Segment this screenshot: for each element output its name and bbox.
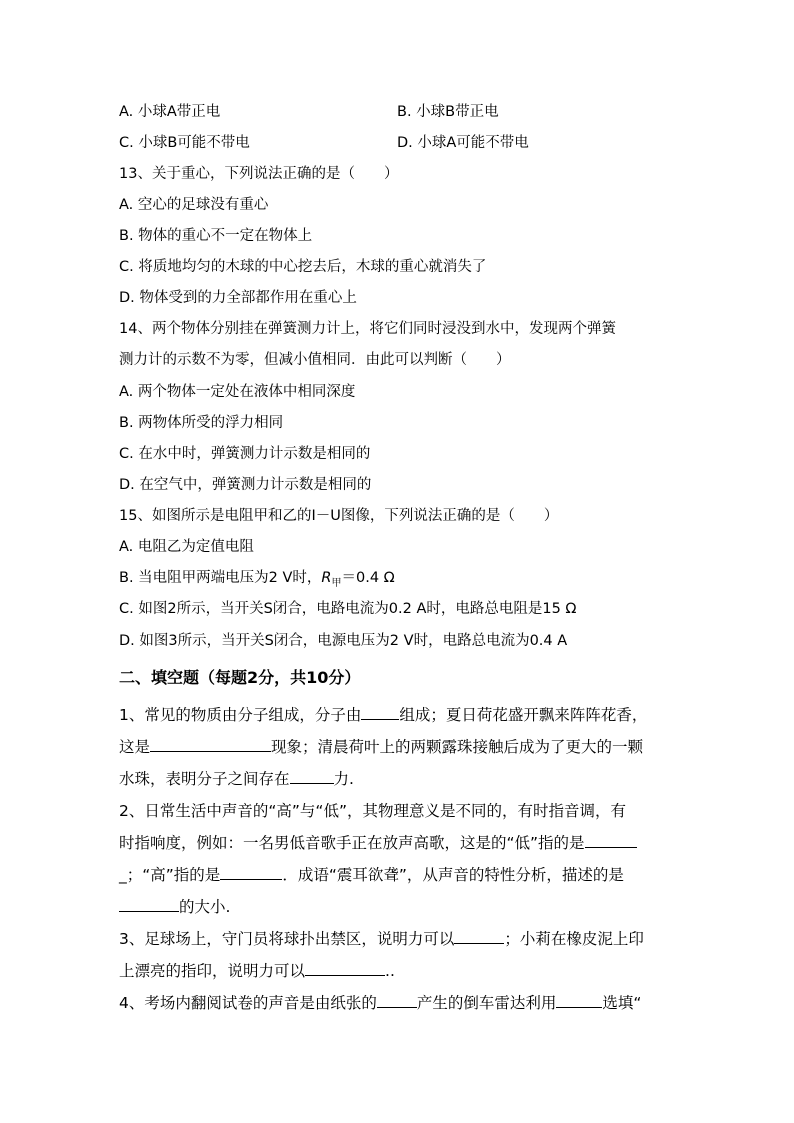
fill2-text: ．成语“震耳欲聋”，从声音的特性分析，描述的是 — [282, 866, 624, 884]
section-heading-fill-in: 二、填空题（每题2分，共10分） — [119, 668, 361, 687]
fill2-text: 的大小. — [179, 898, 231, 916]
fill3-line2 — [119, 961, 395, 981]
answer-blank[interactable] — [377, 993, 417, 1008]
fill1-text: 这是 — [119, 738, 151, 756]
fill2-line1: 2、日常生活中声音的“高”与“低”，其物理意义是不同的，有时指音调，有 — [119, 802, 626, 820]
q14-stem-line2: 测力计的示数不为零，但减小值相同．由此可以判断（ ） — [119, 352, 511, 368]
answer-blank[interactable] — [556, 993, 602, 1008]
fill3-text: ；小莉在橡皮泥上印 — [504, 930, 644, 948]
q13-option-d: D. 物体受到的力全部都作用在重心上 — [119, 290, 357, 306]
fill4-text: 选填“ — [602, 994, 642, 1012]
q14-option-d: D. 在空气中，弹簧测力计示数是相同的 — [119, 477, 372, 493]
answer-blank[interactable] — [150, 737, 271, 752]
q15-option-c: C. 如图2所示，当开关S闭合，电路电流为0.2 A时，电路总电阻是15 Ω — [119, 601, 577, 617]
fill1-line1 — [119, 705, 647, 725]
fill3-text: .. — [385, 962, 395, 980]
fill2-text: 时指响度，例如：一名男低音歌手正在放声高歌，这是的“低”指的是 — [119, 834, 585, 852]
q12-option-b: B. 小球B带正电 — [397, 104, 499, 120]
q13-option-b: B. 物体的重心不一定在物体上 — [119, 228, 313, 244]
fill1-text: 组成；夏日荷花盛开飘来阵阵花香， — [399, 706, 648, 724]
q12-option-a: A. 小球A带正电 — [119, 104, 221, 120]
fill1-text: 1、常见的物质由分子组成，分子由 — [119, 706, 362, 724]
q13-option-c: C. 将质地均匀的木球的中心挖去后，木球的重心就消失了 — [119, 259, 487, 275]
q12-option-c: C. 小球B可能不带电 — [119, 135, 250, 151]
fill3-text: 上漂亮的指印，说明力可以 — [119, 962, 306, 980]
answer-blank[interactable] — [361, 705, 399, 720]
q12-option-d: D. 小球A可能不带电 — [397, 135, 529, 151]
q14-option-c: C. 在水中时，弹簧测力计示数是相同的 — [119, 446, 371, 462]
q13-stem: 13、关于重心，下列说法正确的是（ ） — [119, 166, 399, 182]
answer-blank[interactable] — [290, 769, 334, 784]
q14-stem-line1: 14、两个物体分别挂在弹簧测力计上，将它们同时浸没到水中，发现两个弹簧 — [119, 321, 616, 337]
answer-blank[interactable] — [119, 897, 179, 912]
q15-stem: 15、如图所示是电阻甲和乙的I－U图像，下列说法正确的是（ ） — [119, 508, 559, 524]
answer-blank[interactable] — [585, 833, 637, 848]
fill2-text: _；“高”指的是 — [119, 866, 221, 884]
fill1-line2 — [119, 737, 643, 757]
q15-option-d: D. 如图3所示，当开关S闭合，电源电压为2 V时，电路总电流为0.4 A — [119, 633, 568, 649]
q13-option-a: A. 空心的足球没有重心 — [119, 197, 269, 213]
q15-option-b-suffix: ＝0.4 Ω — [341, 570, 395, 586]
q14-option-b: B. 两物体所受的浮力相同 — [119, 415, 284, 431]
answer-blank[interactable] — [220, 865, 282, 880]
fill1-line3 — [119, 769, 354, 789]
q15-option-a: A. 电阻乙为定值电阻 — [119, 539, 254, 555]
answer-blank[interactable] — [305, 961, 385, 976]
fill4-text: 产生的倒车雷达利用 — [416, 994, 557, 1012]
q15-option-b — [119, 568, 395, 594]
fill3-text: 3、足球场上，守门员将球扑出禁区，说明力可以 — [119, 930, 455, 948]
fill4-text: 4、考场内翻阅试卷的声音是由纸张的 — [119, 994, 377, 1012]
fill1-text: 现象；清晨荷叶上的两颗露珠接触后成为了更大的一颗 — [271, 738, 644, 756]
answer-blank[interactable] — [454, 929, 504, 944]
fill2-line3 — [119, 865, 624, 885]
resistance-symbol: R — [321, 570, 332, 586]
fill4-line1 — [119, 993, 641, 1013]
q15-option-b-prefix: B. 当电阻甲两端电压为2 V时， — [119, 570, 322, 586]
q14-option-a: A. 两个物体一定处在液体中相同深度 — [119, 384, 356, 400]
fill1-text: 力. — [333, 770, 354, 788]
fill3-line1 — [119, 929, 644, 949]
fill2-line2 — [119, 833, 637, 853]
fill1-text: 水珠，表明分子之间存在 — [119, 770, 290, 788]
resistance-subscript: 甲 — [331, 577, 342, 589]
fill2-line4 — [119, 897, 230, 917]
